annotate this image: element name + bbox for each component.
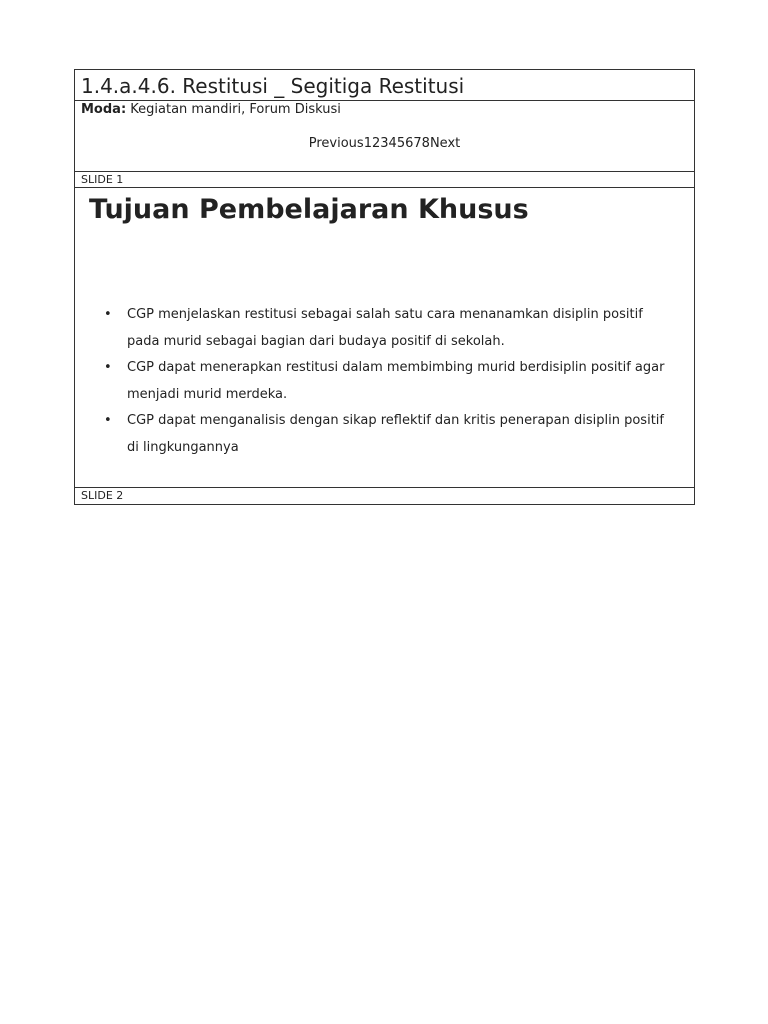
pager-page-3[interactable]: 3 [380,136,389,151]
pager-page-8[interactable]: 8 [421,136,430,151]
pager-page-4[interactable]: 4 [388,136,397,151]
title-row [75,70,694,101]
objective-text: CGP menjelaskan restitusi sebagai salah satu cara menanamkan disiplin positif pada murid sebagai bagian dari budaya positif di sekolah. [127,307,643,349]
bullet-icon: • [104,307,112,322]
list-item [89,302,694,355]
pagination [75,136,694,151]
objective-text: CGP dapat menganalisis dengan sikap reflektif dan kritis penerapan disiplin positif di lingkungannya [127,413,664,455]
slide-2-label: SLIDE 2 [81,489,124,502]
slide-heading: Tujuan Pembelajaran Khusus [89,194,529,225]
pager-page-1[interactable]: 1 [363,136,372,151]
pager-page-5[interactable]: 5 [396,136,406,151]
objective-text: CGP dapat menerapkan restitusi dalam membimbing murid berdisiplin positif agar menjadi murid merdeka. [127,360,665,402]
slide-1-label-row [75,172,694,188]
pager-page-6[interactable]: 6 [405,136,414,151]
list-item [89,355,694,408]
moda-row [75,101,694,172]
pager-page-2[interactable]: 2 [371,136,381,151]
bullet-icon: • [104,413,112,428]
list-item [89,408,694,461]
pager-next-link[interactable]: Next [429,136,461,151]
moda-value: Kegiatan mandiri, Forum Diskusi [126,102,341,117]
document-title: 1.4.a.4.6. Restitusi _ Segitiga Restitusi [81,74,465,98]
pager-page-7[interactable]: 7 [413,136,422,151]
objectives-list [89,302,694,461]
pager-previous-link[interactable]: Previous [308,136,364,151]
bullet-icon: • [104,360,112,375]
slide-1-label: SLIDE 1 [81,173,124,186]
moda-line [81,101,694,119]
slide-2-label-row [75,488,694,504]
document-table [74,69,695,505]
moda-label: Moda: [81,102,127,117]
slide-1-content [75,190,694,488]
